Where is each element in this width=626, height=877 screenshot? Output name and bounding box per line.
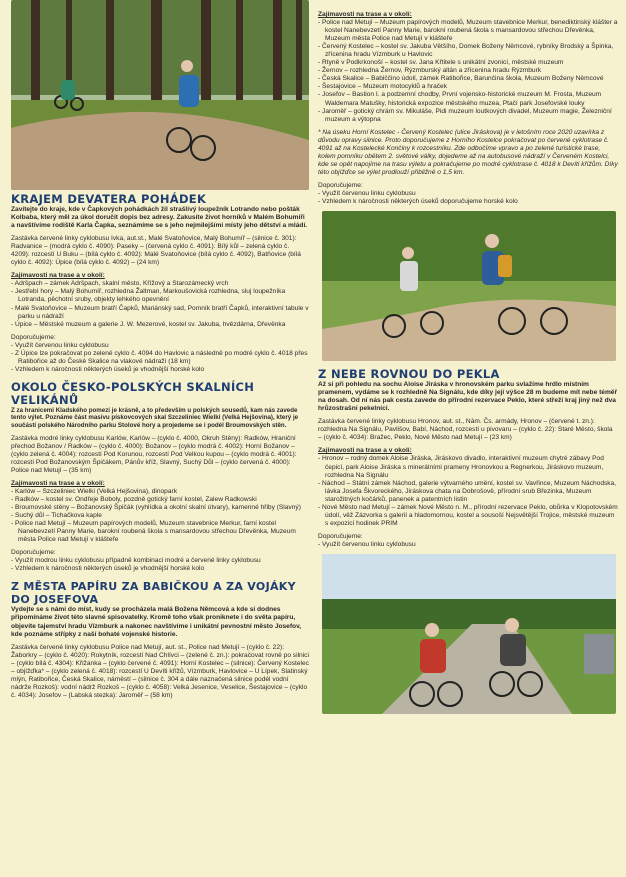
list-item: - Využít červenou linku cyklobusu: [318, 541, 618, 549]
list-item: - Police nad Metují – Muzeum papírových modelů, Muzeum stavebnice Merkur, farní kostel Nanebevzetí Panny Marie, barokní roubená škola s mansardovou střechou Dřevěnka, Muzeum města Police nad Metují v klášteře: [11, 520, 309, 544]
photo-cyclists-road: [322, 554, 616, 714]
list-item: - Broumovské stěny – Božanovský Špičák (vyhlídka a okolní skalní útvary), kamenné hřiby (Slavný): [11, 504, 309, 512]
list-item: - Jaroměř – gotický chrám sv. Mikuláše, Pidi muzeum loutkových divadel, Muzeum magie, Železniční muzeum a výtopna: [318, 108, 618, 124]
list-item: - Rtyně v Podkrkonoší – kostel sv. Jana Křtitele s unikátní zvonicí, městské muzeum: [318, 59, 618, 67]
section-title-z-mesta: Z MĚSTA PAPÍRU ZA BABIČKOU A ZA VOJÁKY DO JOSEFOVA: [11, 580, 296, 607]
detour-note: * Na úseku Horní Kostelec - Červený Kostelec (ulice Jiráskova) je v letošním roce 2020 uzavírka z důvodu opravy silnice. Proto doporučujeme z Horního Kostelce pokračovat po červené cyklotrase č. 4091 až na Kostelecké Končiny k rozcestníku. Zde odbočíme vpravo a po zelené turistické trase, kolem pomníku obětem 2. světové války, dojedeme až na autobusové nádraží v Červeném Kostelci, kde se opět napojíme na trasu výletu a pokračujeme po modré cyklotrase č. 4018 k Devíti křížům. Díky této objížďce se výlet prodlouží přibližně o 1,5 km.: [318, 128, 618, 176]
tips-title-z-mesta: Doporučujeme:: [318, 181, 363, 189]
route-z-nebe: Zastávka červené linky cyklobusu Hronov, aut. st., Nám. Čs. armády, Hronov – (červené t. zn.): rozhledna Na Signálu, Pavlišov, Babí, Náchod, rozcestí u pivovaru – (cyklo č. 22): Staré Město, škola – (cyklo č. 4034): Bražec, Peklo, Nové Město nad Metují – (23 km): [318, 418, 613, 442]
tips-title-z-nebe: Doporučujeme:: [318, 532, 363, 540]
tips-list-z-nebe: [318, 541, 618, 549]
list-item: - Adršpach – zámek Adršpach, skalní město, Křížový a Starozámecký vrch: [11, 280, 309, 288]
list-item: - Jestřebí hory – Malý Bohumíř, rozhledna Žaltman, Markoušovická rozhledna, sluj loupežníka Lotranda, pěchotní sruby, objekty lehkého opevnění: [11, 288, 309, 304]
list-item: - Žernov – rozhledna Žernov, Rýzmburský altán a zřícenina hradu Rýzmburk: [318, 67, 618, 75]
list-item: - Karlów – Szczeliniec Wielki (Velká Hejšovina), dinopark: [11, 488, 309, 496]
tips-title-okolo: Doporučujeme:: [11, 549, 56, 557]
section-lead-z-nebe: Až si při pohledu na sochu Aloise Jiráska v hronovském parku svlažíme hrdlo místním pramenem, vydáme se k rozhledně Na Signálu, kde díky její výšce 28 m budeme mít nebe téměř na dosah. Od ní nás pak cesta zavede do přírodní rezervace Peklo, které střeží kraj jiný než dva hrůzostrašní pekelníci.: [318, 381, 618, 413]
sights-list-krajem: [11, 280, 309, 328]
sights-list-z-nebe: [318, 455, 618, 527]
tips-list-z-mesta: [318, 190, 618, 206]
list-item: - Úpice – Městské muzeum a galerie J. W. Mezerové, kostel sv. Jakuba, hvězdárna, Dřevěnka: [11, 321, 309, 329]
list-item: - Šestajovice – Muzeum motocyklů a hraček: [318, 83, 618, 91]
route-krajem: Zastávka červené linky cyklobusu Ivka, aut.st., Malé Svatoňovice, Malý Bohumíř – (silnice č. 301): Radvanice – (modrá cyklo č. 4090): Paseky – (červená cyklo č. 4091): Bílý kůl – zelená cyklo č. 4209): rozcestí U Buku – (bílá cyklo č. 4092): Malé Svatoňovice (bílá cyklo č. 4092), Batňovice (bílá cyklo č. 4092): Úpice (bílá cyklo č. 4092) – (24 km): [11, 235, 301, 267]
photo-two-cyclists-meadow: [322, 211, 616, 361]
section-title-z-nebe: Z NEBE ROVNOU DO PEKLA: [318, 367, 500, 382]
list-item: - Vzhledem k náročnosti některých úseků je vhodnější horské kolo: [11, 565, 309, 573]
left-column: [11, 0, 309, 700]
section-lead-okolo: Z za hranicemi Kladského pomezí je krásně, a to především u polských sousedů, kam nás zavede tento výlet. Poznáme část masivu pískovcových skal Szczeliniec Wielki (Velká Hejšovina), který je součástí polského Národního parku Stolové hory a projedeme se i podél Broumovských stěn.: [11, 406, 299, 430]
list-item: - Police nad Metují – Muzeum papírových modelů, Muzeum stavebnice Merkur, benediktinský klášter a kostel Nanebevzetí Panny Marie, barokní roubená škola s mansardovou střechou Dřevěnka, Muzeum města Police nad Metují v klášteře: [318, 19, 618, 43]
photo-family-cyclists-forest: [11, 0, 309, 190]
sights-title-krajem: Zajímavosti na trase a v okolí:: [11, 272, 105, 280]
list-item: - Vzhledem k náročnosti některých úseků je vhodnější horské kolo: [11, 366, 309, 374]
list-item: - Vzhledem k náročnosti některých úseků doporučujeme horské kolo: [318, 198, 618, 206]
list-item: - Využít modrou linku cyklobusu případně kombinaci modré a červené linky cyklobusu: [11, 557, 309, 565]
list-item: - Česká Skalice – Babiččino údolí, zámek Ratibořice, Barunčina škola, Muzeum Boženy Němcové: [318, 75, 618, 83]
section-lead-krajem: Zavítejte do kraje, kde v Čapkových pohádkách žil strašlivý loupežník Lotrando nebo pošták Kolbaba, který měl za úkol doručit dopis bez adresy. Zakusíte život horníků v Malém Bohumíři a navštívíme rodiště Karla Čapka, seznámíme se s jeho nejmilejšími místy jeho dětství a mládí.: [11, 206, 308, 230]
sights-list-okolo: [11, 488, 309, 544]
list-item: - Josefov – Bastion I. a podzemní chodby, První vojensko-historické muzeum M. Frosta, Muzeum Waldemara Matušky, historická expozice městského muzea, Ptačí park Josefovské louky: [318, 91, 618, 107]
right-column: [318, 11, 618, 714]
tips-list-okolo: [11, 557, 309, 573]
route-z-mesta: Zastávka červené linky cyklobusu Police nad Metují, aut. st., Police nad Metují – (cyklo č. 22): Žaborkry – (cyklo č. 4020): Rokytník, rozcestí Nad Chlívci – (zelené č. zn.): pokračovat rovně po silnici – (cyklo bílá č. 4304): Křižanka – (cyklo červené č. 4091): Horní Kostelec – (silnice): Červený Kostelec – objížďka* – (cyklo zelená č. 4018): rozcestí U Devíti křížů, Vízmburk, Havlovice – U Lípek, Slatinský mlýn, Ratibořice, Česká Skalice, náměstí – (silnice č. 304 a dále naznačená silnice podél vodní nádrže Rozkoš): vodní nádrž Rozkoš – (cyklo č. 4058): Velká Jesenice, Veselice, Šestajovice – (cyklo č. 4034): Josefov – (Labská stezka): Jaroměř – (58 km): [11, 643, 309, 699]
tips-list-krajem: [11, 342, 309, 374]
list-item: - Suchý důl – Tichačkova kaple: [11, 512, 309, 520]
list-item: - Malé Svatoňovice – Muzeum bratří Čapků, Mariánský sad, Pomník bratří Čapků, interaktivní tabule v parku u nádraží: [11, 305, 309, 321]
meadow-illustration: [322, 211, 616, 361]
list-item: - Využít červenou linku cyklobusu: [11, 342, 309, 350]
section-title-krajem: KRAJEM DEVATERA POHÁDEK: [11, 192, 207, 206]
sights-list-z-mesta: [318, 19, 618, 124]
section-lead-z-mesta: Vydejte se s námi do míst, kudy se procházela malá Božena Němcová a kde si dodnes připomínáme život této slavné spisovatelky. Kromě toho však proniknete i do světa papíru, objevíte tajemství hradu Vízmburk a nakonec navštívíme i unikátní pevnostní město Josefov, kde poznáme střípky z naší bohaté vojenské historie.: [11, 606, 302, 638]
list-item: - Z Úpice lze pokračovat po zelené cyklo č. 4094 do Havlovic a následně po modré cyklo č. 4018 přes Ratibořice až do České Skalice na vlakové nádraží (18 km): [11, 350, 309, 366]
tips-title-krajem: Doporučujeme:: [11, 333, 56, 341]
list-item: - Červený Kostelec – kostel sv. Jakuba Většího, Domek Boženy Němcové, rybníky Brodský a Špinka, zřícenina hradu Vízmburk u Havlovic: [318, 43, 618, 59]
forest-path-illustration: [11, 0, 309, 190]
road-illustration: [322, 554, 616, 714]
list-item: - Náchod – Státní zámek Náchod, galerie výtvarného umění, kostel sv. Vavřince, Muzeum Náchodska, lávka Josefa Škvoreckého, Jiráskova chata na Dobrošově, přírodní srub Březinka, Muzeum starožitných kočárků, panenek a patentních listin: [318, 480, 618, 504]
sights-title-okolo: Zajímavosti na trase a v okolí:: [11, 479, 105, 487]
list-item: - Nové Město nad Metují – zámek Nové Město n. M., přírodní rezervace Peklo, obůrka v Klopotovském údolí, věž Zázvorka s galerií a hladomornou, kostel a sousoší Nejsvětější Trojice, městské muzeum s expozicí hodinek PRIM: [318, 504, 618, 528]
list-item: - Hronov – rodný domek Aloise Jiráska, Jiráskovo divadlo, interaktivní muzeum chytré zábavy Pod čepicí, park Aloise Jiráska s minerálními prameny Hronovkou a Regnerkou, Jiráskovo muzeum, rozhledna Na Signálu: [318, 455, 618, 479]
sights-title-z-nebe: Zajímavosti na trase a v okolí:: [318, 447, 412, 455]
list-item: - Radków – kostel sv. Ondřeje Boboly, pozdně gotický farní kostel, Zalew Radkowski: [11, 496, 309, 504]
route-okolo: Zastávka modré linky cyklobusu Karlów, Karlów – (cyklo č. 4000, Okruh Stěny): Radków, Hraniční přechod Božanov / Radków – (cyklo č. 4000): Božanov – (cyklo modrá č. 4002): Horní Božanov – (cyklo zelená č. 4004): rozcestí Pod Korunou, rozcestí Pod Velkou kupou – (cyklo modrá č. 4001): rozcestí Pod Božanovským Špičákem, Pánův kříž, Slavný, Suchý Důl – (cyklo červená č. 4000): Police nad Metují – (35 km): [11, 434, 297, 474]
list-item: - Využít červenou linku cyklobusu: [318, 190, 618, 198]
section-title-okolo: OKOLO ČESKO-POLSKÝCH SKALNÍCH VELIKÁNŮ: [11, 379, 255, 407]
sights-title-z-mesta: Zajímavosti na trase a v okolí:: [318, 11, 412, 18]
